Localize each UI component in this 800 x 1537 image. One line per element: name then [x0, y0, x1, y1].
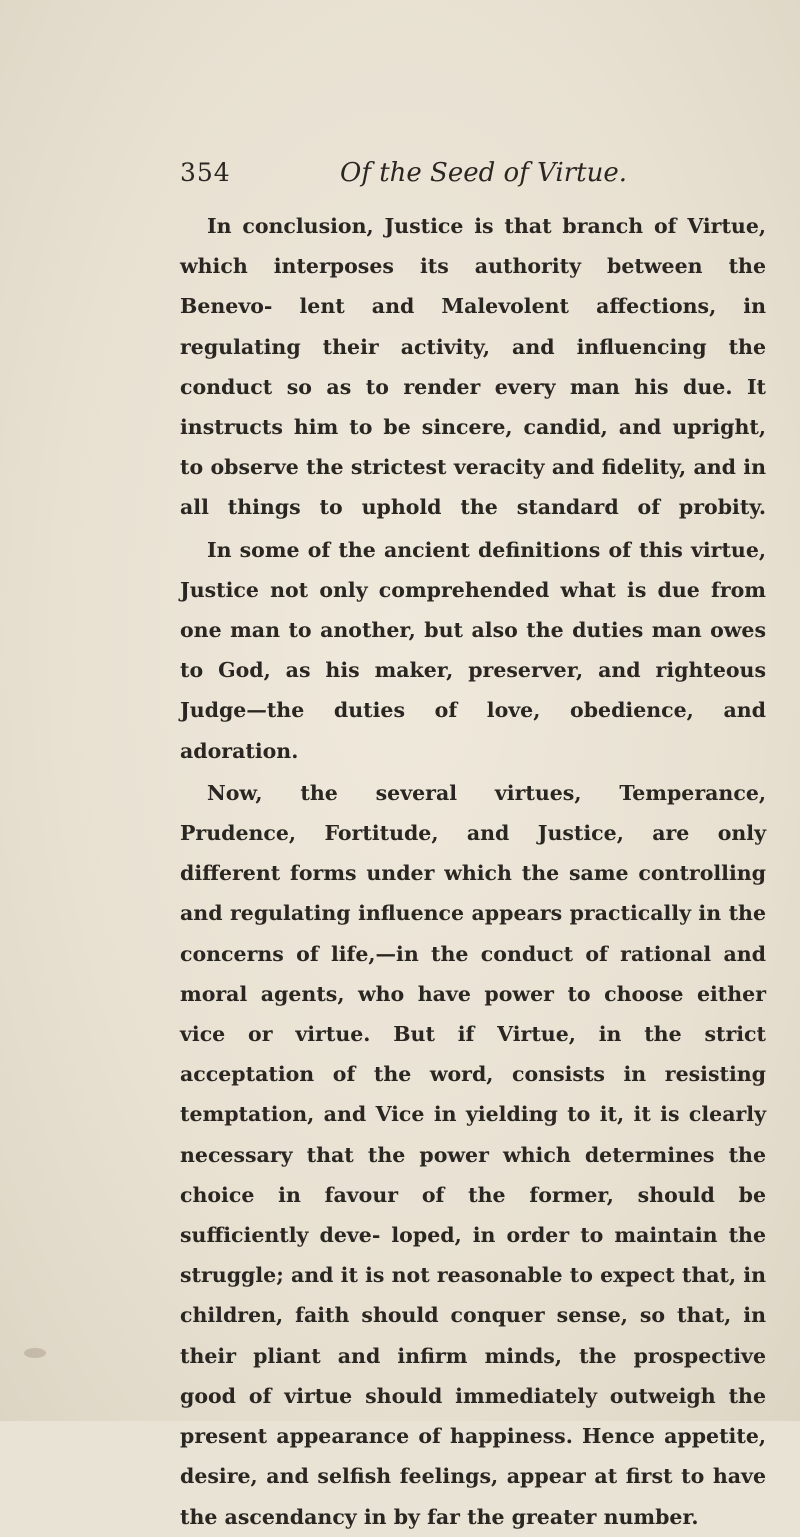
paragraph-ancient-definitions: In some of the ancient definitions of this virtue, Justice not only comprehended what is due from one man to another, but also the duties man owes to God, as his maker, preserver, and righteous Judge—the duties of love, obedience, and adoration. [180, 537, 766, 763]
page-number: 354 [180, 158, 231, 187]
paragraph-cardinal-virtues: Now, the several virtues, Temperance, Prudence, Fortitude, and Justice, are only different forms under which the same controlling and regulating influence appears practically in the concerns of life,—in the conduct of rational and moral agents, who have power to choose either vice or virtue. But if Virtue, in the strict acceptation of the word, consists in resisting temptation, and Vice in yielding to it, it is clearly necessary that the power which determines the choice in favour of the former, should be sufficiently deve- loped, in order to maintain the struggle; and it is not reasonable to expect that, in children, faith should conquer sense, so that, in their pliant and infirm minds, the prospective good of virtue should immediately outweigh the present appearance of happiness. Hence appetite, desire, and selfish feelings, appear at first to have the ascendancy in by far the greater number. [180, 780, 766, 1529]
body-text [180, 206, 766, 1537]
paragraph-justice-definition: In conclusion, Justice is that branch of Virtue, which interposes its authority between the Benevo- lent and Malevolent affections, in regulating their activity, and influencing the conduct so as to render every man his due. It instructs him to be sincere, candid, and upright, to observe the strictest veracity and fidelity, and in all things to uphold the standard of probity. [180, 214, 766, 520]
running-title: Of the Seed of Virtue. [340, 158, 627, 188]
page-header [180, 158, 740, 198]
ink-blot [24, 1348, 46, 1358]
